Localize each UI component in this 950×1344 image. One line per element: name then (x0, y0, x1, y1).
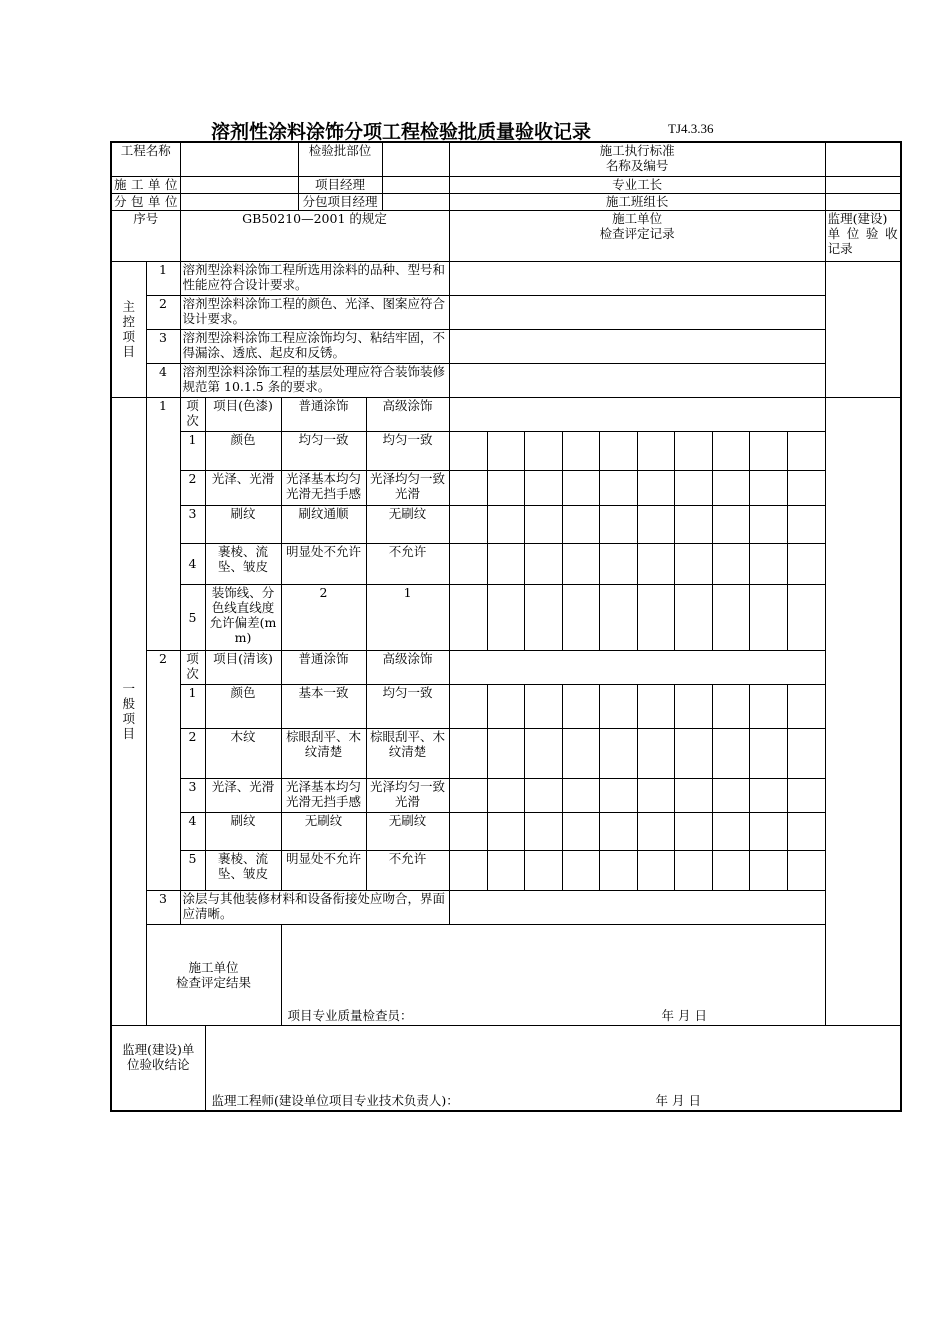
check-cell[interactable] (674, 812, 712, 850)
row-idx: 2 (180, 728, 205, 778)
conclusion-date: 年 月 日 (655, 1092, 701, 1108)
gb-rule-header: GB50210—2001 的规定 (180, 210, 449, 261)
check-cell[interactable] (787, 778, 825, 812)
check-cell[interactable] (449, 505, 487, 543)
check-cell[interactable] (524, 778, 562, 812)
header-row-project (111, 142, 901, 176)
general-row (111, 431, 901, 470)
check-cell[interactable] (524, 584, 562, 650)
row-item: 刷纹 (205, 812, 281, 850)
advanced-header: 高级涂饰 (366, 650, 449, 684)
check-cell[interactable] (749, 470, 787, 505)
check-cell[interactable] (674, 505, 712, 543)
row-idx: 5 (180, 584, 205, 650)
header-row-unit (111, 176, 901, 193)
check-cell[interactable] (562, 470, 599, 505)
check-cell[interactable] (524, 684, 562, 728)
check-cell[interactable] (562, 431, 599, 470)
main-item-no: 1 (146, 261, 180, 295)
check-cell[interactable] (487, 543, 524, 584)
check-cell[interactable] (674, 584, 712, 650)
check-cell[interactable] (487, 778, 524, 812)
check-cell[interactable] (712, 778, 749, 812)
header-row-subcontract (111, 193, 901, 210)
supervision-header (825, 210, 900, 261)
result-label-line-2: 检查评定结果 (176, 974, 252, 990)
row-idx: 2 (180, 470, 205, 505)
main-control-row (111, 295, 901, 329)
row-normal: 光泽基本均匀光滑无挡手感 (281, 470, 366, 505)
general-row (111, 850, 901, 890)
row-advanced: 1 (366, 584, 449, 650)
check-cell[interactable] (712, 684, 749, 728)
project-name-value[interactable] (180, 142, 298, 176)
exec-standard-label (449, 142, 825, 176)
check-cell[interactable] (637, 543, 674, 584)
main-item-text: 溶剂型涂料涂饰工程的颜色、光泽、图案应符合设计要求。 (180, 295, 449, 329)
main-item-record[interactable] (449, 261, 825, 295)
subcontract-manager-label: 分包项目经理 (298, 193, 382, 210)
advanced-header: 高级涂饰 (366, 397, 449, 431)
check-cell[interactable] (787, 728, 825, 778)
check-cell[interactable] (637, 584, 674, 650)
main-item-record[interactable] (449, 363, 825, 397)
row-item: 颜色 (205, 684, 281, 728)
general-record[interactable] (449, 397, 825, 431)
general-char: 项 (122, 711, 135, 726)
row-idx: 4 (180, 812, 205, 850)
check-cell[interactable] (712, 850, 749, 890)
row-idx: 3 (180, 778, 205, 812)
main-control-row (111, 363, 901, 397)
row-advanced: 均匀一致 (366, 684, 449, 728)
row-idx: 5 (180, 850, 205, 890)
row-normal: 光泽基本均匀光滑无挡手感 (281, 778, 366, 812)
check-cell[interactable] (562, 812, 599, 850)
foreman-label: 专业工长 (449, 176, 825, 193)
general-item3-row (111, 890, 901, 924)
main-item-text: 溶剂型涂料涂饰工程的基层处理应符合装饰装修规范第 10.1.5 条的要求。 (180, 363, 449, 397)
check-cell[interactable] (449, 778, 487, 812)
general-record[interactable] (449, 650, 825, 684)
check-cell[interactable] (787, 584, 825, 650)
general-row (111, 543, 901, 584)
check-cell[interactable] (524, 728, 562, 778)
row-advanced: 无刷纹 (366, 812, 449, 850)
check-cell[interactable] (674, 431, 712, 470)
row-advanced: 光泽均匀一致光滑 (366, 470, 449, 505)
construction-unit-value[interactable] (180, 176, 298, 193)
check-cell[interactable] (562, 728, 599, 778)
conclusion-label (111, 1025, 205, 1111)
check-cell[interactable] (637, 684, 674, 728)
general-label (111, 397, 146, 1025)
check-cell[interactable] (749, 850, 787, 890)
normal-header: 普通涂饰 (281, 397, 366, 431)
check-cell[interactable] (712, 543, 749, 584)
check-cell[interactable] (449, 431, 487, 470)
check-cell[interactable] (449, 543, 487, 584)
row-advanced: 均匀一致 (366, 431, 449, 470)
main-item-no: 4 (146, 363, 180, 397)
check-cell[interactable] (524, 812, 562, 850)
project-manager-label: 项目经理 (298, 176, 382, 193)
main-item-no: 2 (146, 295, 180, 329)
check-cell[interactable] (674, 684, 712, 728)
main-control-supervision[interactable] (825, 261, 900, 397)
check-cell[interactable] (599, 778, 637, 812)
check-cell[interactable] (449, 812, 487, 850)
check-cell[interactable] (787, 505, 825, 543)
row-normal: 基本一致 (281, 684, 366, 728)
check-cell[interactable] (787, 850, 825, 890)
check-cell[interactable] (712, 812, 749, 850)
check-cell[interactable] (749, 812, 787, 850)
row-normal: 棕眼刮平、木纹清楚 (281, 728, 366, 778)
check-cell[interactable] (562, 778, 599, 812)
check-cell[interactable] (712, 431, 749, 470)
row-advanced: 不允许 (366, 543, 449, 584)
row-item: 颜色 (205, 431, 281, 470)
check-cell[interactable] (487, 684, 524, 728)
row-advanced: 棕眼刮平、木纹清楚 (366, 728, 449, 778)
main-item-no: 3 (146, 329, 180, 363)
check-cell[interactable] (487, 850, 524, 890)
check-cell[interactable] (562, 543, 599, 584)
check-cell[interactable] (749, 431, 787, 470)
check-cell[interactable] (674, 470, 712, 505)
row-item: 光泽、光滑 (205, 470, 281, 505)
check-cell[interactable] (749, 543, 787, 584)
main-control-char: 控 (122, 314, 135, 329)
inspection-part-value[interactable] (382, 142, 449, 176)
check-cell[interactable] (712, 505, 749, 543)
general-group-no: 1 (146, 397, 180, 650)
general-group1-head (111, 397, 901, 431)
team-leader-value[interactable] (825, 193, 900, 210)
check-cell[interactable] (749, 728, 787, 778)
check-cell[interactable] (599, 543, 637, 584)
check-cell[interactable] (674, 850, 712, 890)
check-cell[interactable] (674, 543, 712, 584)
row-item: 木纹 (205, 728, 281, 778)
item-header: 项目(色漆) (205, 397, 281, 431)
check-cell[interactable] (449, 584, 487, 650)
team-leader-label: 施工班组长 (449, 193, 825, 210)
check-cell[interactable] (599, 812, 637, 850)
normal-header: 普通涂饰 (281, 650, 366, 684)
inspection-table (110, 141, 902, 1112)
check-cell[interactable] (599, 684, 637, 728)
subcontract-unit-value[interactable] (180, 193, 298, 210)
conclusion-label-line-2: 位验收结论 (127, 1056, 190, 1072)
general-row (111, 778, 901, 812)
general-row (111, 812, 901, 850)
check-cell[interactable] (787, 470, 825, 505)
row-item: 光泽、光滑 (205, 778, 281, 812)
result-row (111, 924, 901, 1025)
supervision-line-2: 单 位 验 收 (827, 225, 898, 241)
row-advanced: 光泽均匀一致光滑 (366, 778, 449, 812)
seq-header: 序号 (111, 210, 180, 261)
check-cell[interactable] (487, 470, 524, 505)
general-row (111, 728, 901, 778)
check-cell[interactable] (562, 850, 599, 890)
row-normal: 均匀一致 (281, 431, 366, 470)
check-cell[interactable] (637, 431, 674, 470)
check-record-line-2: 检查评定记录 (599, 225, 675, 241)
conclusion-content[interactable] (205, 1025, 900, 1111)
check-cell[interactable] (749, 584, 787, 650)
check-cell[interactable] (749, 778, 787, 812)
item-header: 项目(清该) (205, 650, 281, 684)
check-cell[interactable] (787, 684, 825, 728)
check-cell[interactable] (599, 470, 637, 505)
result-content[interactable] (281, 924, 901, 1025)
check-cell[interactable] (599, 505, 637, 543)
check-cell[interactable] (524, 505, 562, 543)
check-cell[interactable] (749, 505, 787, 543)
check-cell[interactable] (712, 728, 749, 778)
check-cell[interactable] (449, 684, 487, 728)
check-cell[interactable] (712, 470, 749, 505)
result-label-line-1: 施工单位 (188, 959, 239, 975)
general-item3-text: 涂层与其他装修材料和设备衔接处应吻合，界面应清晰。 (180, 890, 449, 924)
main-item-text: 溶剂型涂料涂饰工程应涂饰均匀、粘结牢固，不得漏涂、透底、起皮和反锈。 (180, 329, 449, 363)
main-control-char: 项 (122, 329, 135, 344)
main-control-char: 目 (122, 344, 135, 359)
check-cell[interactable] (487, 431, 524, 470)
row-item: 刷纹 (205, 505, 281, 543)
check-cell[interactable] (637, 850, 674, 890)
check-cell[interactable] (524, 431, 562, 470)
exec-standard-value[interactable] (825, 142, 900, 176)
row-normal: 明显处不允许 (281, 543, 366, 584)
main-item-record[interactable] (449, 295, 825, 329)
row-idx: 3 (180, 505, 205, 543)
check-cell[interactable] (487, 584, 524, 650)
subcontract-unit-label: 分包单位 (111, 193, 180, 210)
row-advanced: 不允许 (366, 850, 449, 890)
project-manager-value[interactable] (382, 176, 449, 193)
main-control-label (111, 261, 146, 397)
page-title: 溶剂性涂料涂饰分项工程检验批质量验收记录 (211, 121, 592, 143)
header-row-columns (111, 210, 901, 261)
check-cell[interactable] (674, 728, 712, 778)
supervision-line-1: 监理(建设) (827, 210, 888, 226)
row-normal: 无刷纹 (281, 812, 366, 850)
check-cell[interactable] (637, 470, 674, 505)
general-row (111, 584, 901, 650)
check-cell[interactable] (562, 505, 599, 543)
check-cell[interactable] (637, 505, 674, 543)
engineer-label: 监理工程师(建设单位项目专业技术负责人)： (211, 1092, 459, 1108)
main-item-text: 溶剂型涂料涂饰工程所选用涂料的品种、型号和性能应符合设计要求。 (180, 261, 449, 295)
main-item-record[interactable] (449, 329, 825, 363)
title-bar (110, 117, 902, 141)
check-cell[interactable] (487, 728, 524, 778)
check-cell[interactable] (562, 584, 599, 650)
check-cell[interactable] (749, 684, 787, 728)
check-cell[interactable] (562, 684, 599, 728)
construction-unit-label: 施工单位 (111, 176, 180, 193)
supervision-line-3: 记录 (827, 240, 853, 256)
inspector-label: 项目专业质量检查员： (287, 1007, 413, 1023)
check-cell[interactable] (712, 584, 749, 650)
check-cell[interactable] (599, 431, 637, 470)
general-group-no: 2 (146, 650, 180, 890)
check-cell[interactable] (449, 728, 487, 778)
row-item: 裹棱、流坠、皱皮 (205, 543, 281, 584)
row-item: 裹棱、流坠、皱皮 (205, 850, 281, 890)
general-group2-head (111, 650, 901, 684)
general-group-no: 3 (146, 890, 180, 924)
form-code: TJ4.3.36 (668, 121, 714, 136)
general-char: 一 (122, 681, 135, 696)
check-cell[interactable] (487, 505, 524, 543)
check-cell[interactable] (637, 778, 674, 812)
row-idx: 1 (180, 431, 205, 470)
check-cell[interactable] (674, 778, 712, 812)
check-cell[interactable] (449, 850, 487, 890)
general-item3-record[interactable] (449, 890, 825, 924)
check-cell[interactable] (524, 850, 562, 890)
row-idx: 4 (180, 543, 205, 584)
general-row (111, 684, 901, 728)
check-record-header (449, 210, 825, 261)
check-cell[interactable] (787, 812, 825, 850)
result-label (146, 924, 281, 1025)
check-cell[interactable] (787, 543, 825, 584)
row-advanced: 无刷纹 (366, 505, 449, 543)
result-date: 年 月 日 (661, 1007, 707, 1023)
general-row (111, 505, 901, 543)
check-cell[interactable] (599, 584, 637, 650)
row-normal: 2 (281, 584, 366, 650)
subcontract-manager-value[interactable] (382, 193, 449, 210)
check-cell[interactable] (599, 850, 637, 890)
exec-standard-line-1: 施工执行标准 (599, 143, 675, 158)
idx-header: 项次 (180, 650, 205, 684)
idx-header: 项次 (180, 397, 205, 431)
foreman-value[interactable] (825, 176, 900, 193)
check-record-line-1: 施工单位 (612, 210, 663, 226)
row-normal: 刷纹通顺 (281, 505, 366, 543)
row-idx: 1 (180, 684, 205, 728)
check-cell[interactable] (524, 543, 562, 584)
conclusion-label-line-1: 监理(建设)单 (122, 1041, 195, 1057)
main-control-row (111, 329, 901, 363)
check-cell[interactable] (487, 812, 524, 850)
main-control-char: 主 (122, 299, 135, 314)
check-cell[interactable] (449, 470, 487, 505)
check-cell[interactable] (637, 728, 674, 778)
inspection-part-label: 检验批部位 (298, 142, 382, 176)
general-char: 般 (122, 696, 135, 711)
check-cell[interactable] (787, 431, 825, 470)
main-control-row (111, 261, 901, 295)
project-name-label: 工程名称 (111, 142, 180, 176)
check-cell[interactable] (637, 812, 674, 850)
general-char: 目 (122, 726, 135, 741)
row-item: 装饰线、分色线直线度允许偏差(mm) (205, 584, 281, 650)
conclusion-row (111, 1025, 901, 1111)
exec-standard-line-2: 名称及编号 (605, 158, 669, 173)
check-cell[interactable] (599, 728, 637, 778)
row-normal: 明显处不允许 (281, 850, 366, 890)
check-cell[interactable] (524, 470, 562, 505)
general-row (111, 470, 901, 505)
